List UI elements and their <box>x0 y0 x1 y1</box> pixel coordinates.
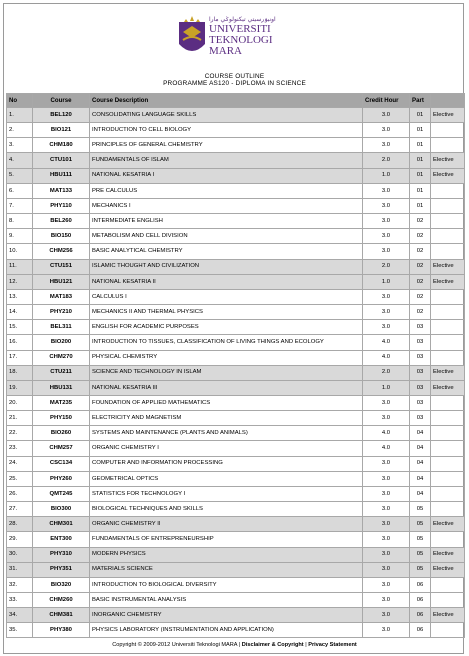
course-part-cell: 05 <box>410 562 431 577</box>
course-note-cell <box>431 183 465 198</box>
course-desc-cell: INORGANIC CHEMISTRY <box>90 608 363 623</box>
table-row <box>7 305 465 320</box>
course-no-cell: 4. <box>7 153 33 168</box>
course-credit-cell: 3.0 <box>363 562 410 577</box>
course-code-cell: CHM256 <box>33 244 90 259</box>
course-desc-cell: INTRODUCTION TO TISSUES, CLASSIFICATION OF LIVING THINGS AND ECOLOGY <box>90 335 363 350</box>
course-part-cell: 01 <box>410 183 431 198</box>
course-credit-cell: 3.0 <box>363 577 410 592</box>
course-no-cell: 30. <box>7 547 33 562</box>
table-row <box>7 441 465 456</box>
course-desc-cell: NATIONAL KESATRIA I <box>90 168 363 183</box>
course-credit-cell: 4.0 <box>363 441 410 456</box>
course-part-cell: 02 <box>410 244 431 259</box>
table-row <box>7 138 465 153</box>
course-desc-cell: ELECTRICITY AND MAGNETISM <box>90 411 363 426</box>
course-credit-cell: 3.0 <box>363 593 410 608</box>
course-note-cell <box>431 441 465 456</box>
course-part-cell: 05 <box>410 517 431 532</box>
course-no-cell: 5. <box>7 168 33 183</box>
course-code-cell: MAT235 <box>33 395 90 410</box>
course-code-cell: QMT245 <box>33 486 90 501</box>
course-credit-cell: 2.0 <box>363 365 410 380</box>
course-note-cell <box>431 229 465 244</box>
table-row <box>7 456 465 471</box>
course-code-cell: HBU111 <box>33 168 90 183</box>
course-part-cell: 02 <box>410 229 431 244</box>
course-code-cell: PHY210 <box>33 305 90 320</box>
course-no-cell: 11. <box>7 259 33 274</box>
table-row <box>7 577 465 592</box>
course-desc-cell: INTERMEDIATE ENGLISH <box>90 214 363 229</box>
course-no-cell: 24. <box>7 456 33 471</box>
course-desc-cell: NATIONAL KESATRIA II <box>90 274 363 289</box>
course-part-cell: 02 <box>410 274 431 289</box>
course-code-cell: MAT183 <box>33 289 90 304</box>
course-desc-cell: PHYSICAL CHEMISTRY <box>90 350 363 365</box>
course-no-cell: 22. <box>7 426 33 441</box>
course-code-cell: BIO121 <box>33 123 90 138</box>
table-row <box>7 214 465 229</box>
course-credit-cell: 3.0 <box>363 320 410 335</box>
course-code-cell: CTU151 <box>33 259 90 274</box>
course-no-cell: 34. <box>7 608 33 623</box>
course-outline-title: COURSE OUTLINE <box>204 73 265 80</box>
course-no-cell: 29. <box>7 532 33 547</box>
course-desc-cell: PRE CALCULUS <box>90 183 363 198</box>
course-note-cell <box>431 411 465 426</box>
course-desc-cell: MODERN PHYSICS <box>90 547 363 562</box>
course-part-cell: 05 <box>410 502 431 517</box>
course-note-cell: Elective <box>431 547 465 562</box>
course-desc-cell: ORGANIC CHEMISTRY I <box>90 441 363 456</box>
course-note-cell <box>431 395 465 410</box>
course-desc-cell: ISLAMIC THOUGHT AND CIVILIZATION <box>90 259 363 274</box>
table-row <box>7 547 465 562</box>
course-code-cell: PHY310 <box>33 547 90 562</box>
course-code-cell: BIO150 <box>33 229 90 244</box>
course-code-cell: PHY380 <box>33 623 90 638</box>
course-note-cell: Elective <box>431 365 465 380</box>
footer <box>0 642 469 648</box>
jawi-name: اونيۏرسيتي تيكنولوݢي مارا <box>209 16 276 23</box>
university-line2: TEKNOLOGI <box>209 34 273 46</box>
privacy-link[interactable]: Privacy Statement <box>308 642 357 648</box>
course-note-cell <box>431 138 465 153</box>
header-course: Course <box>33 94 90 108</box>
course-part-cell: 01 <box>410 198 431 213</box>
course-desc-cell: GEOMETRICAL OPTICS <box>90 471 363 486</box>
uitm-crest-icon <box>175 14 295 62</box>
course-no-cell: 17. <box>7 350 33 365</box>
uitm-logo <box>175 14 295 62</box>
course-part-cell: 03 <box>410 365 431 380</box>
course-credit-cell: 3.0 <box>363 411 410 426</box>
course-desc-cell: BIOLOGICAL TECHNIQUES AND SKILLS <box>90 502 363 517</box>
course-credit-cell: 3.0 <box>363 623 410 638</box>
header-no: No <box>7 94 33 108</box>
course-credit-cell: 3.0 <box>363 517 410 532</box>
disclaimer-link[interactable]: Disclaimer & Copyright <box>241 642 304 648</box>
course-part-cell: 04 <box>410 456 431 471</box>
course-part-cell: 01 <box>410 168 431 183</box>
course-code-cell: BIO300 <box>33 502 90 517</box>
course-desc-cell: MECHANICS II AND THERMAL PHYSICS <box>90 305 363 320</box>
course-credit-cell: 3.0 <box>363 608 410 623</box>
course-note-cell <box>431 471 465 486</box>
course-note-cell <box>431 456 465 471</box>
course-desc-cell: ORGANIC CHEMISTRY II <box>90 517 363 532</box>
course-note-cell <box>431 532 465 547</box>
table-row <box>7 153 465 168</box>
course-desc-cell: CONSOLIDATING LANGUAGE SKILLS <box>90 108 363 123</box>
course-code-cell: CHM301 <box>33 517 90 532</box>
course-note-cell <box>431 502 465 517</box>
course-desc-cell: FUNDAMENTALS OF ISLAM <box>90 153 363 168</box>
header-part: Part <box>410 94 431 108</box>
course-credit-cell: 3.0 <box>363 123 410 138</box>
table-row <box>7 562 465 577</box>
course-code-cell: PHY110 <box>33 198 90 213</box>
course-note-cell: Elective <box>431 562 465 577</box>
course-code-cell: HBU131 <box>33 380 90 395</box>
course-credit-cell: 4.0 <box>363 350 410 365</box>
table-row <box>7 168 465 183</box>
course-note-cell <box>431 426 465 441</box>
course-code-cell: CTU101 <box>33 153 90 168</box>
course-no-cell: 16. <box>7 335 33 350</box>
course-no-cell: 2. <box>7 123 33 138</box>
course-code-cell: PHY260 <box>33 471 90 486</box>
course-part-cell: 02 <box>410 259 431 274</box>
course-part-cell: 03 <box>410 411 431 426</box>
course-desc-cell: INTRODUCTION TO CELL BIOLOGY <box>90 123 363 138</box>
table-row <box>7 335 465 350</box>
table-row <box>7 320 465 335</box>
course-desc-cell: SYSTEMS AND MAINTENANCE (PLANTS AND ANIMALS) <box>90 426 363 441</box>
table-row <box>7 608 465 623</box>
course-no-cell: 18. <box>7 365 33 380</box>
course-desc-cell: BASIC ANALYTICAL CHEMISTRY <box>90 244 363 259</box>
course-note-cell: Elective <box>431 608 465 623</box>
course-code-cell: CHM270 <box>33 350 90 365</box>
course-note-cell <box>431 623 465 638</box>
course-rows <box>7 108 465 638</box>
course-desc-cell: BASIC INSTRUMENTAL ANALYSIS <box>90 593 363 608</box>
course-part-cell: 03 <box>410 395 431 410</box>
university-line1: UNIVERSITI <box>209 23 271 35</box>
course-part-cell: 06 <box>410 623 431 638</box>
course-credit-cell: 3.0 <box>363 198 410 213</box>
course-note-cell <box>431 320 465 335</box>
course-credit-cell: 3.0 <box>363 471 410 486</box>
programme-title: PROGRAMME AS120 - DIPLOMA IN SCIENCE <box>163 80 306 87</box>
course-credit-cell: 3.0 <box>363 108 410 123</box>
course-note-cell: Elective <box>431 380 465 395</box>
course-note-cell <box>431 593 465 608</box>
course-credit-cell: 3.0 <box>363 138 410 153</box>
course-part-cell: 03 <box>410 335 431 350</box>
header-note <box>431 94 465 108</box>
course-desc-cell: METABOLISM AND CELL DIVISION <box>90 229 363 244</box>
course-no-cell: 9. <box>7 229 33 244</box>
course-no-cell: 33. <box>7 593 33 608</box>
table-row <box>7 229 465 244</box>
course-credit-cell: 3.0 <box>363 395 410 410</box>
course-part-cell: 06 <box>410 593 431 608</box>
course-desc-cell: MATERIALS SCIENCE <box>90 562 363 577</box>
course-credit-cell: 3.0 <box>363 244 410 259</box>
table-row <box>7 486 465 501</box>
course-part-cell: 01 <box>410 153 431 168</box>
course-no-cell: 10. <box>7 244 33 259</box>
course-desc-cell: FUNDAMENTALS OF ENTREPRENEURSHIP <box>90 532 363 547</box>
course-credit-cell: 2.0 <box>363 259 410 274</box>
table-row <box>7 426 465 441</box>
course-code-cell: BEL311 <box>33 320 90 335</box>
course-credit-cell: 3.0 <box>363 214 410 229</box>
course-note-cell <box>431 198 465 213</box>
table-row <box>7 123 465 138</box>
course-part-cell: 05 <box>410 532 431 547</box>
course-credit-cell: 3.0 <box>363 229 410 244</box>
course-credit-cell: 3.0 <box>363 183 410 198</box>
course-code-cell: HBU121 <box>33 274 90 289</box>
course-part-cell: 03 <box>410 350 431 365</box>
course-note-cell: Elective <box>431 259 465 274</box>
course-credit-cell: 3.0 <box>363 305 410 320</box>
course-no-cell: 23. <box>7 441 33 456</box>
course-no-cell: 21. <box>7 411 33 426</box>
course-no-cell: 13. <box>7 289 33 304</box>
course-part-cell: 04 <box>410 441 431 456</box>
table-header-row <box>7 94 465 108</box>
course-no-cell: 26. <box>7 486 33 501</box>
course-part-cell: 03 <box>410 380 431 395</box>
course-credit-cell: 3.0 <box>363 289 410 304</box>
course-no-cell: 19. <box>7 380 33 395</box>
course-credit-cell: 3.0 <box>363 547 410 562</box>
course-note-cell <box>431 214 465 229</box>
course-no-cell: 6. <box>7 183 33 198</box>
table-row <box>7 259 465 274</box>
course-desc-cell: ENGLISH FOR ACADEMIC PURPOSES <box>90 320 363 335</box>
course-desc-cell: CALCULUS I <box>90 289 363 304</box>
course-note-cell <box>431 335 465 350</box>
course-credit-cell: 4.0 <box>363 335 410 350</box>
course-code-cell: CTU211 <box>33 365 90 380</box>
course-desc-cell: SCIENCE AND TECHNOLOGY IN ISLAM <box>90 365 363 380</box>
course-note-cell <box>431 577 465 592</box>
course-code-cell: CHM257 <box>33 441 90 456</box>
course-part-cell: 06 <box>410 608 431 623</box>
course-note-cell: Elective <box>431 168 465 183</box>
course-credit-cell: 3.0 <box>363 486 410 501</box>
table-row <box>7 395 465 410</box>
course-credit-cell: 1.0 <box>363 274 410 289</box>
course-code-cell: CHM381 <box>33 608 90 623</box>
course-credit-cell: 1.0 <box>363 380 410 395</box>
course-desc-cell: PHYSICS LABORATORY (INSTRUMENTATION AND APPLICATION) <box>90 623 363 638</box>
table-row <box>7 593 465 608</box>
course-no-cell: 7. <box>7 198 33 213</box>
course-no-cell: 32. <box>7 577 33 592</box>
course-no-cell: 27. <box>7 502 33 517</box>
course-code-cell: CHM260 <box>33 593 90 608</box>
footer-copyright: Copyright © 2009-2012 Universiti Teknologi MARA | <box>112 642 242 648</box>
course-part-cell: 01 <box>410 138 431 153</box>
course-no-cell: 8. <box>7 214 33 229</box>
course-part-cell: 04 <box>410 426 431 441</box>
course-part-cell: 02 <box>410 214 431 229</box>
course-no-cell: 35. <box>7 623 33 638</box>
header-credit-hour: Credit Hour <box>363 94 410 108</box>
course-desc-cell: INTRODUCTION TO BIOLOGICAL DIVERSITY <box>90 577 363 592</box>
course-code-cell: BEL260 <box>33 214 90 229</box>
course-part-cell: 02 <box>410 289 431 304</box>
table-row <box>7 108 465 123</box>
course-desc-cell: FOUNDATION OF APPLIED MATHEMATICS <box>90 395 363 410</box>
table-row <box>7 289 465 304</box>
table-row <box>7 532 465 547</box>
course-note-cell <box>431 305 465 320</box>
table-row <box>7 623 465 638</box>
course-no-cell: 14. <box>7 305 33 320</box>
course-part-cell: 01 <box>410 108 431 123</box>
course-code-cell: BEL120 <box>33 108 90 123</box>
table-row <box>7 274 465 289</box>
table-row <box>7 198 465 213</box>
course-no-cell: 31. <box>7 562 33 577</box>
university-line3: MARA <box>209 45 243 57</box>
course-code-cell: ENT300 <box>33 532 90 547</box>
course-part-cell: 03 <box>410 320 431 335</box>
course-part-cell: 04 <box>410 471 431 486</box>
course-desc-cell: PRINCIPLES OF GENERAL CHEMISTRY <box>90 138 363 153</box>
course-credit-cell: 1.0 <box>363 168 410 183</box>
table-row <box>7 380 465 395</box>
table-row <box>7 350 465 365</box>
course-desc-cell: NATIONAL KESATRIA III <box>90 380 363 395</box>
course-note-cell <box>431 486 465 501</box>
course-part-cell: 01 <box>410 123 431 138</box>
course-code-cell: BIO260 <box>33 426 90 441</box>
course-credit-cell: 3.0 <box>363 456 410 471</box>
course-no-cell: 25. <box>7 471 33 486</box>
course-note-cell: Elective <box>431 108 465 123</box>
course-desc-cell: STATISTICS FOR TECHNOLOGY I <box>90 486 363 501</box>
course-desc-cell: MECHANICS I <box>90 198 363 213</box>
course-code-cell: PHY351 <box>33 562 90 577</box>
course-note-cell <box>431 289 465 304</box>
course-code-cell: CSC134 <box>33 456 90 471</box>
course-no-cell: 12. <box>7 274 33 289</box>
course-note-cell <box>431 350 465 365</box>
course-code-cell: BIO320 <box>33 577 90 592</box>
course-credit-cell: 3.0 <box>363 502 410 517</box>
course-credit-cell: 2.0 <box>363 153 410 168</box>
course-credit-cell: 3.0 <box>363 532 410 547</box>
course-note-cell: Elective <box>431 274 465 289</box>
course-no-cell: 20. <box>7 395 33 410</box>
table-row <box>7 244 465 259</box>
course-part-cell: 05 <box>410 547 431 562</box>
table-row <box>7 471 465 486</box>
course-no-cell: 1. <box>7 108 33 123</box>
table-row <box>7 517 465 532</box>
footer-separator: | <box>303 642 309 648</box>
course-note-cell <box>431 244 465 259</box>
course-part-cell: 04 <box>410 486 431 501</box>
table-row <box>7 183 465 198</box>
header-description: Course Description <box>90 94 363 108</box>
course-code-cell: PHY150 <box>33 411 90 426</box>
course-code-cell: MAT133 <box>33 183 90 198</box>
course-credit-cell: 4.0 <box>363 426 410 441</box>
course-part-cell: 06 <box>410 577 431 592</box>
course-desc-cell: COMPUTER AND INFORMATION PROCESSING <box>90 456 363 471</box>
course-table <box>6 93 465 638</box>
course-part-cell: 02 <box>410 305 431 320</box>
course-note-cell: Elective <box>431 517 465 532</box>
course-note-cell: Elective <box>431 153 465 168</box>
course-no-cell: 3. <box>7 138 33 153</box>
course-code-cell: BIO200 <box>33 335 90 350</box>
table-row <box>7 365 465 380</box>
course-no-cell: 28. <box>7 517 33 532</box>
table-row <box>7 411 465 426</box>
course-no-cell: 15. <box>7 320 33 335</box>
course-code-cell: CHM180 <box>33 138 90 153</box>
table-row <box>7 502 465 517</box>
course-note-cell <box>431 123 465 138</box>
